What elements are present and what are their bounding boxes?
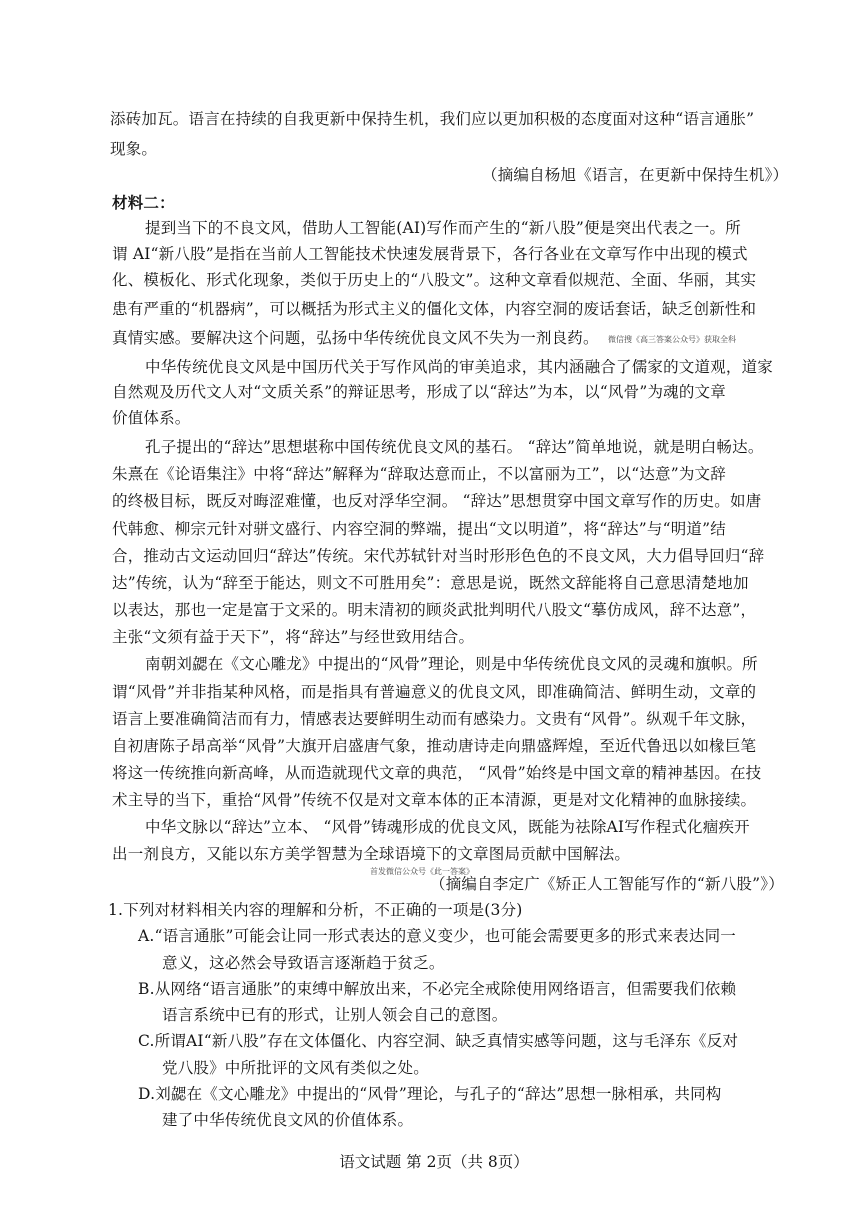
text-line: 的终极目标，既反对晦涩难懂，也反对浮华空洞。 “辞达”思想贯穿中国文章写作的历史。如唐 bbox=[112, 492, 762, 510]
text-line: 达”传统，认为“辞至于能达，则文不可胜用矣”：意思是说，既然文辞能将自己意思清楚地加 bbox=[112, 574, 749, 592]
text-line: 将这一传统推向新高峰，从而造就现代文章的典范， “风骨”始终是中国文章的精神基因。在技 bbox=[112, 764, 762, 782]
text-line: 主张“文须有益于天下”，将“辞达”与经世致用结合。 bbox=[112, 628, 475, 646]
page-footer: 语文试题 第 2页（共 8页） bbox=[339, 1153, 529, 1171]
text-line: 患有严重的“机器病”，可以概括为形式主义的僵化文体，内容空洞的废话套话，缺乏创新性和 bbox=[112, 300, 757, 318]
text-line: 南朝刘勰在《文心雕龙》中提出的“风骨”理论，则是中华传统优良文风的灵魂和旗帜。所 bbox=[145, 655, 758, 673]
text-line: 以表达，那也一定是富于文采的。明末清初的顾炎武批判明代八股文“摹仿成风，辞不达意”， bbox=[112, 601, 757, 619]
watermark-text: 首发微信公众号《此一答案》 bbox=[370, 867, 474, 876]
section-heading: 材料二： bbox=[112, 193, 175, 212]
option-c: C.所谓AI“新八股”存在文体僵化、内容空洞、缺乏真情实感等问题，这与毛泽东《反对 bbox=[138, 1032, 739, 1050]
text-line: 中华文脉以“辞达”立本、 “风骨”铸魂形成的优良文风，既能为祛除AI写作程式化痼疾开 bbox=[145, 818, 750, 836]
text-line: 价值体系。 bbox=[112, 409, 191, 427]
text-line: 真情实感。要解决这个问题，弘扬中华传统优良文风不失为一剂良药。 bbox=[112, 329, 599, 347]
option-c-cont: 党八股》中所批评的文风有类似之处。 bbox=[162, 1059, 429, 1077]
text-line: 代韩愈、柳宗元针对骈文盛行、内容空洞的弊端，提出“文以明道”，将“辞达”与“明道”结 bbox=[112, 520, 726, 538]
watermark-text: 微信搜《高三答案公众号》获取全科 bbox=[608, 335, 736, 344]
text-line: 朱熹在《论语集注》中将“辞达”解释为“辞取达意而止，不以富丽为工”，以“达意”为文辞 bbox=[112, 465, 726, 483]
option-b-cont: 语言系统中已有的形式，让别人领会自己的意图。 bbox=[162, 1006, 508, 1024]
text-line: 语言上要准确简洁而有力，情感表达要鲜明生动而有感染力。文贵有“风骨”。纵观千年文脉， bbox=[112, 710, 757, 728]
text-line: 合，推动古文运动回归“辞达”传统。宋代苏轼针对当时形形色色的不良文风，大力倡导回归“辞 bbox=[112, 547, 765, 565]
text-line: 谓“风骨”并非指某种风格，而是指具有普遍意义的优良文风，即准确简洁、鲜明生动，文章的 bbox=[112, 683, 757, 701]
text-line: 术主导的当下，重拾“风骨”传统不仅是对文章本体的正本清源，更是对文化精神的血脉接续。 bbox=[112, 791, 757, 809]
text-line: 化、模板化、形式化现象，类似于历史上的“八股文”。这种文章看似规范、全面、华丽，其实 bbox=[112, 271, 757, 289]
text-line: 自初唐陈子昂高举“风骨”大旗开启盛唐气象，推动唐诗走向鼎盛辉煌，至近代鲁迅以如椽巨笔 bbox=[112, 737, 757, 755]
text-line: 中华传统优良文风是中国历代关于写作风尚的审美追求，其内涵融合了儒家的文道观，道家 bbox=[145, 358, 774, 376]
option-d: D.刘勰在《文心雕龙》中提出的“风骨”理论，与孔子的“辞达”思想一脉相承，共同构 bbox=[138, 1085, 722, 1103]
option-a-cont: 意义，这必然会导致语言逐渐趋于贫乏。 bbox=[162, 954, 445, 972]
option-a: A.“语言通胀”可能会让同一形式表达的意义变少，也可能会需要更多的形式来表达同一 bbox=[138, 927, 736, 945]
text-line: 提到当下的不良文风，借助人工智能(AI)写作而产生的“新八股”便是突出代表之一。所 bbox=[145, 219, 741, 237]
question-stem: 1.下列对材料相关内容的理解和分析，不正确的一项是(3分) bbox=[108, 901, 523, 919]
text-line: 谓 AI“新八股”是指在当前人工智能技术快速发展背景下，各行各业在文章写作中出现的模式 bbox=[112, 245, 748, 263]
text-line: 现象。 bbox=[110, 140, 158, 158]
text-line: 出一剂良方，又能以东方美学智慧为全球语境下的文章图局贡献中国解法。 bbox=[112, 845, 631, 863]
option-b: B.从网络“语言通胀”的束缚中解放出来，不必完全戒除使用网络语言，但需要我们依赖 bbox=[138, 980, 737, 998]
text-line: 自然观及历代文人对“文质关系”的辩证思考，形成了以“辞达”为本，以“风骨”为魂的文章 bbox=[112, 383, 726, 401]
text-line: 孔子提出的“辞达”思想堪称中国传统优良文风的基石。 “辞达”简单地说，就是明白畅达。 bbox=[145, 438, 764, 456]
text-line: 添砖加瓦。语言在持续的自我更新中保持生机，我们应以更加积极的态度面对这种“语言通胀” bbox=[110, 110, 755, 128]
source-citation: （摘编自李定广《矫正人工智能写作的“新八股”》） bbox=[430, 875, 784, 893]
source-citation: （摘编自杨旭《语言，在更新中保持生机》） bbox=[482, 166, 789, 184]
option-d-cont: 建了中华传统优良文风的价值体系。 bbox=[162, 1111, 414, 1129]
